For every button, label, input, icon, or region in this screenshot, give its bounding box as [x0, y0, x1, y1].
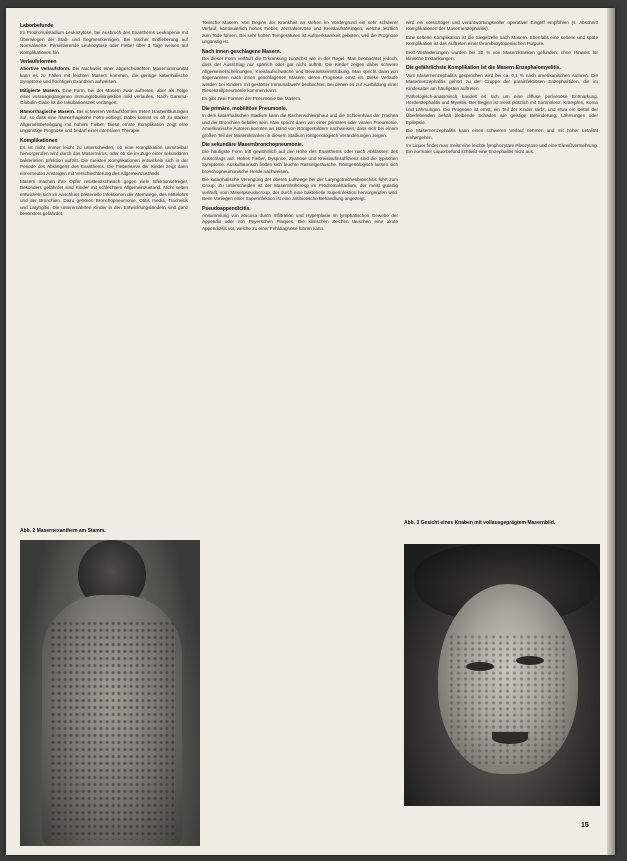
paragraph: Bei dieser Form verläuft die Erkrankung zunächst wie in der Regel. Man beobachtet jedoch, dass der Ausschlag nur spärlich oder gar nicht auftritt. Die Kinder zeigen dabei schwere Allgemeinerscheinungen, Kreislaufschwäche und Bewusstseinstrübung. Man spricht dann von sogenannten nach innen geschlagenen Masern, deren Prognose ernst ist. Diese Verläufe werden bei Kindern mit gestörter Immunabwehr beobachtet, bei denen es zur Ausbildung einer Riesenzellpneumonie kommen kann.: [202, 56, 398, 94]
text-column-middle: [202, 20, 398, 234]
paragraph: Die häufigste Form tritt gewöhnlich auf der Höhe des Exanthems oder nach Abklassen des Ausschlags auf. Hohes Fieber, Dyspnoe, Zyanose und Kreislaufinsuffizienz sind die typischen Symptome. Auskultatorisch finden sich feuchte Rasselgeräusche. Röntgenologisch lassen sich bronchopneumonische Herde nachweisen.: [202, 149, 398, 174]
paragraph: Ansammlung von Mucosa durch Infiltration und Hyperplasie im lymphatischen Gewebe der Appendix oder von Peyerschen Plaques. Die klinischen Zeichen täuschen eine akute Appendizitis vor, welche zu einer Fehldiagnose führen kann.: [202, 212, 398, 231]
paragraph: In dem katarrhalischen Stadium kann die Rachenschleimhaut und die Schleimhaut der Trachea und der Bronchien befallen sein. Man spricht dann von einer primären oder viralen Pneumonie. Amerikanische Autoren konnten an Hand von Röntgenbildern nachweisen, dass sich bei einem großen Teil der Masernkranken in diesem Stadium röntgenologisch Veränderungen zeigen.: [202, 113, 398, 138]
figure-caption-2: Abb. 2 Masernexanthem am Stamm.: [20, 528, 106, 534]
paragraph: wird ein vorsichtiger und verantwortungsvoller operativer Eingriff empfohlen (s. Abschnitt Komplikationen der Masernenzephalitis).: [406, 20, 598, 32]
text-column-left: [20, 20, 188, 219]
photo-mouth: [492, 732, 528, 744]
paragraph-text: Bei Nachweis einer abgeschwächten Masernimmunität kann es zu Fällen mit leichten Masern kommen, die geringe katarrhalische Symptome und flüchtigen Exanthem aufweisen.: [20, 66, 188, 85]
paragraph: [20, 88, 188, 107]
section-heading: Die primäre, mobilitöse Pneumonie.: [202, 105, 288, 112]
photo-measles-rash-back: [20, 540, 200, 846]
paragraph: Es ist nicht immer leicht zu unterscheiden, ob eine Komplikation unmittelbar hervorgerufen wird durch das Masernvirus, oder ob sie im Zuge einer sekundären bakteriellen Infektion auftritt. Die meisten Komplikationen entwickeln sich in der Periode des Abklingens des Exanthems. Die Fieberkurve der Kinder zeigt dann ein erneutes Ansteigen mit Verschlechterung des Allgemeinzustands.: [20, 144, 188, 176]
photo-eye-right: [516, 656, 544, 665]
paragraph: Die Masernenzephalitis kann einen schweren Verlauf nehmen und mit hoher Letalität einhergehen.: [406, 128, 598, 140]
text-column-right: [406, 20, 598, 158]
paragraph: [20, 66, 188, 85]
paragraph: Vom Masernenzephalitis gesprochen wird bei ca. 0,1 % nach amerikanischen Autoren. Die Masernenzephalitis gehört zu der Gruppe der parainfektiösen Enzephalitiden, die im Kindesalter am häufigsten auftreten.: [406, 72, 598, 91]
page-binding-shadow: [607, 8, 615, 855]
paragraph: Die katarrhalische Verengung der oberen Luftwege bei der Laryngotracheobronchitis führt zum Croup. Zu unterscheiden ist der Masernfrühcroup im Prodromalstadium, der meist gutartig verläuft, vom Maserpseudocroup, der durch eine bakterielle Superinfektion hervorgerufen wird. Beim Vorliegen einer Superinfektion ist eine antibiotische Behandlung angezeigt.: [202, 176, 398, 202]
paragraph: Es gibt zwei Formen der Pneumonie bei Masern.: [202, 96, 302, 102]
paragraph-text: Bei schweren Verlaufsformen treten Hauteinblutungen auf, so dass eine hämorrhagische Form vorliegt. Dabei kommt es oft zu starker Allgemeinbeteiligung mit hohem Fieber. Diese ernste Komplikation zeigt eine ungünstige Prognose und bedarf einer intensiven Therapie.: [20, 108, 189, 134]
page-number: 15: [581, 822, 589, 829]
paragraph: Masern machen ihre Opfer resistenzschwach gegen viele Infektionserreger. Besonders gefährdet sind Kinder mit schlechtem Allgemeinzustand. Nicht selten entwickeln sich im Anschluss bakterielle Infektionen der Atemwege, des Mittelohrs und der Bronchien. Dazu gehören Bronchopneumonie, Otitis media, Tracheitis und Laryngitis. Die unterernährten Kinder in den Entwicklungsländern sind ganz besonders gefährdet.: [20, 178, 188, 216]
magazine-page: [6, 8, 615, 855]
paragraph: Im Liquor findet man meist eine leichte lymphozytäre Pleozytose und eine Eiweißvermehrung. Ein normaler Liquorbefund schließt eine Enzephalitis nicht aus.: [406, 142, 598, 155]
paragraph: Im Prodromalstadium Leukozytose, bei Ausbruch des Exanthems Leukopenie mit Überwiegen der Stab- und Segmentkernigen. Bei rascher Entfieberung auf Normalwerte. Persistierende Leukozytose oder Fieber über 3 Tage weisen auf Komplikationen hin.: [20, 30, 188, 55]
section-heading: Laborbefunde: [20, 23, 54, 29]
paragraph: Toxische Masern. Von Beginn der Krankheit an stehen im Vordergrund ein sehr schwerer Verlauf, kontinuierlich hohes Fieber, zentralnervöse und Kreislaufstörungen, welche letztlich zum Tode führen. Bei sehr hohen Temperaturen ist Aufmerksamkeit geboten, weil die Prognose ungünstig ist.: [202, 20, 398, 45]
section-heading: Pseudoappendicitis.: [202, 205, 251, 212]
section-heading: Nach innen geschlagene Masern.: [202, 48, 281, 55]
photo-rash-texture: [448, 634, 568, 764]
section-heading: Verlaufsformen: [20, 59, 57, 66]
paragraph: [20, 109, 188, 135]
photo-child-face-measles: [404, 544, 600, 806]
paragraph-lead: Mitigierte Masern.: [20, 87, 61, 93]
figure-caption-3: Abb. 3 Gesicht eines Knaben mit vollausgeprägtem Masernbild.: [404, 520, 556, 526]
paragraph-text: Eine Form, bei der Masern zwar auftreten, aber als Folge einer vorausgegangenen Immunglobulininjektion mild verlaufen. Nach Gamma-Globulin-Gabe ist die Inkubationszeit verlängert.: [20, 87, 188, 106]
section-heading: Die gefährlichste Komplikation ist die Masern-Enzephalomyelitis.: [406, 65, 561, 72]
section-heading: Komplikationen: [20, 137, 58, 144]
paragraph: EKG-Veränderungen wurden bei 30 % von Masernkranken gefunden; ohne Hinweis für klinische Erkrankungen.: [406, 49, 598, 62]
photo-eye-left: [466, 662, 494, 671]
photo-rash-texture: [50, 620, 174, 840]
paragraph-lead: Hämorrhagische Masern.: [20, 108, 76, 114]
paragraph: Eine seltene Komplikation ist die Siegelzelle nach Masern. Ebenfalls eine seltene und späte Komplikation ist das Auftreten einer thrombozytopenischen Purpura.: [406, 34, 598, 47]
paragraph: Pathologisch-anatomisch handelt es sich um eine diffuse perivenöse Entmarkung, Herdenzephalitis und Myelitis. Der Beginn ist meist plötzlich mit Somnolenz, Krämpfen, Koma und Lähmungen. Die Prognose ist ernst; ein Teil der Kinder stirbt, und etwa ein Drittel der Überlebenden behält bleibende Schäden wie geistige Behinderung, Lähmungen oder Epilepsie.: [406, 94, 598, 125]
section-heading: Die sekundäre Masernbronchopneumonie.: [202, 141, 304, 148]
paragraph-lead: Abortive Verlaufsform.: [20, 66, 71, 72]
